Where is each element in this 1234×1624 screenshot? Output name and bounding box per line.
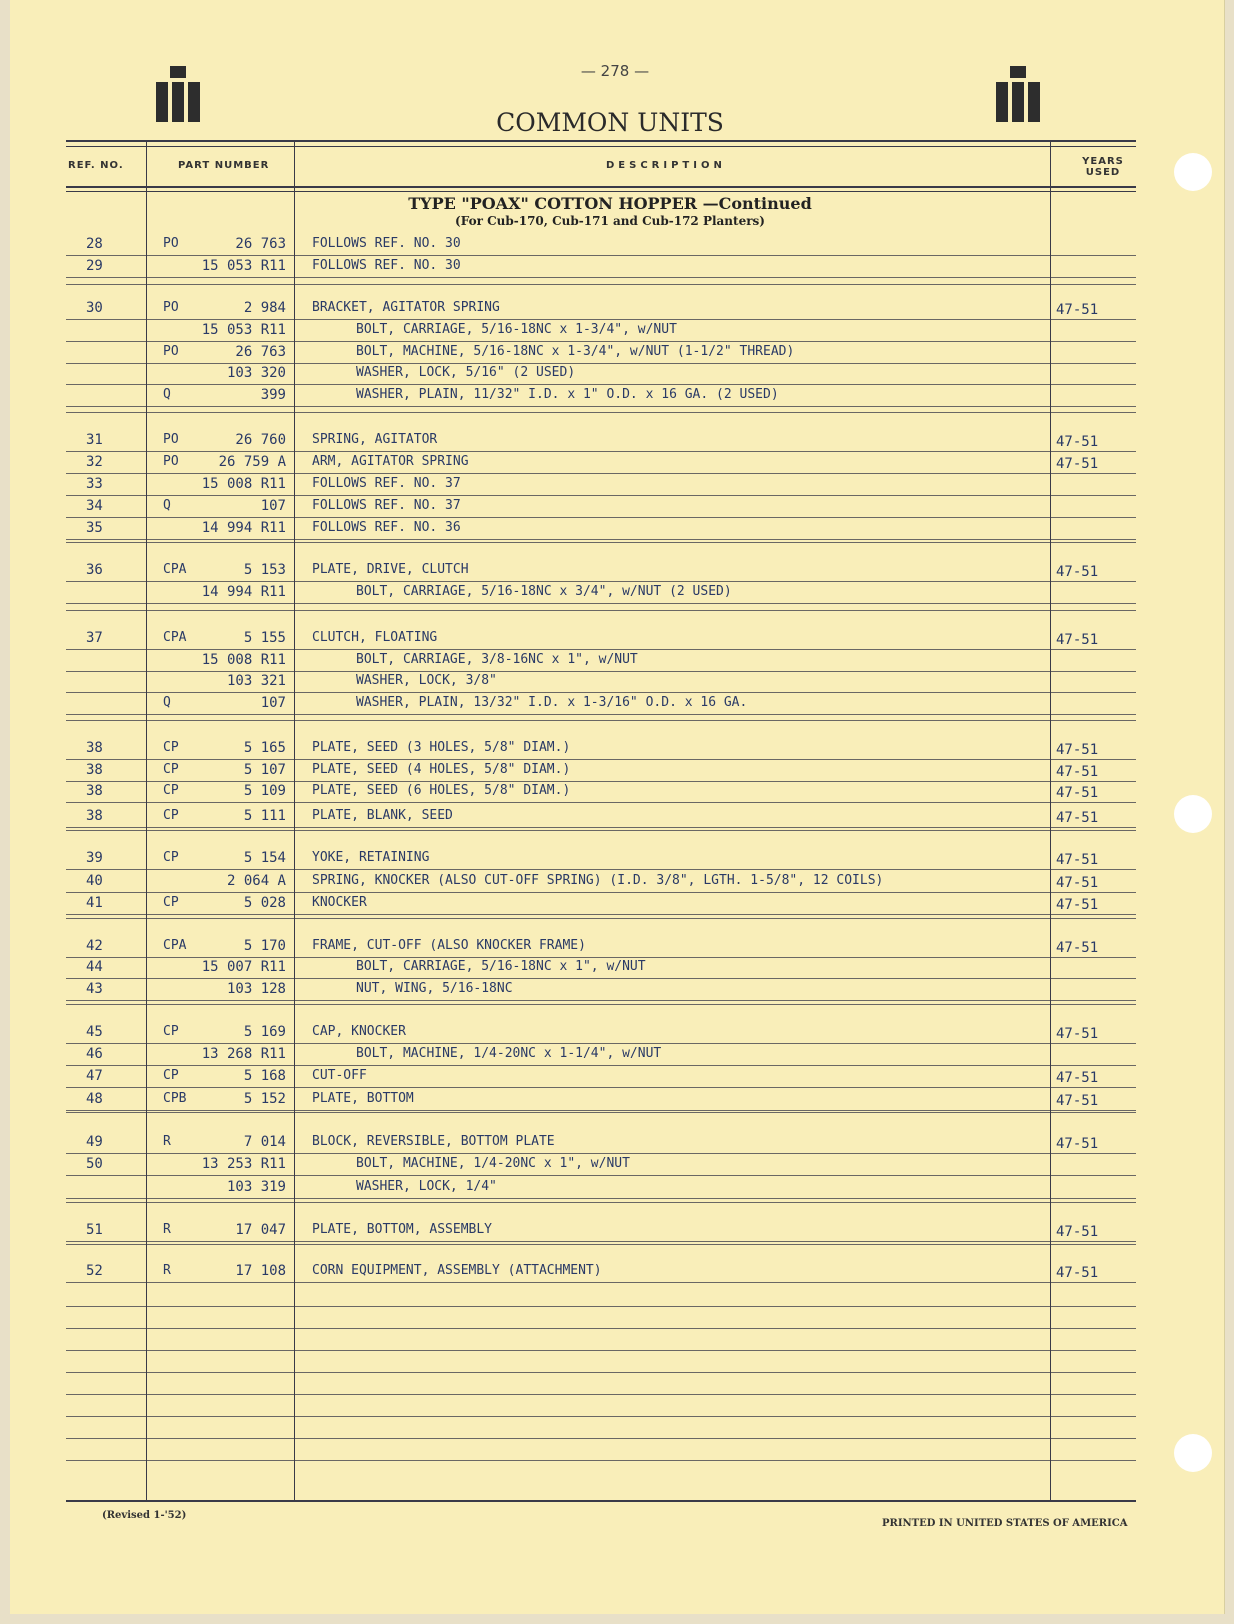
column-header-part: PART NUMBER <box>178 160 270 171</box>
page-number: — 278 — <box>580 62 650 80</box>
description: PLATE, SEED (4 HOLES, 5/8" DIAM.) <box>312 762 571 777</box>
row-rule <box>66 539 1136 540</box>
part-number: 5 170 <box>243 938 286 954</box>
ref-number: 38 <box>86 808 103 824</box>
row-rule <box>66 781 1136 782</box>
column-rule <box>1050 140 1051 1502</box>
row-rule <box>66 1175 1136 1176</box>
years-used: 47-51 <box>1056 764 1099 780</box>
part-number: 13 268 R11 <box>201 1046 286 1062</box>
part-number: 107 <box>260 498 286 514</box>
row-rule <box>66 1372 1136 1373</box>
row-rule <box>66 1198 1136 1199</box>
description: BLOCK, REVERSIBLE, BOTTOM PLATE <box>312 1134 555 1149</box>
description: FRAME, CUT-OFF (ALSO KNOCKER FRAME) <box>312 938 586 953</box>
row-rule <box>66 918 1136 919</box>
description: BOLT, CARRIAGE, 5/16-18NC x 1", w/NUT <box>356 959 646 974</box>
part-number: 5 109 <box>243 783 286 799</box>
row-rule <box>66 384 1136 385</box>
part-prefix: R <box>163 1263 171 1278</box>
part-prefix: R <box>163 1222 171 1237</box>
description: WASHER, LOCK, 5/16" (2 USED) <box>356 365 576 380</box>
part-number: 5 152 <box>243 1091 286 1107</box>
row-rule <box>66 1004 1136 1005</box>
ref-number: 38 <box>86 783 103 799</box>
part-number: 5 169 <box>243 1024 286 1040</box>
ref-number: 44 <box>86 959 103 975</box>
table-bottom-rule <box>66 1500 1136 1502</box>
part-number: 2 984 <box>243 300 286 316</box>
part-number: 14 994 R11 <box>201 520 286 536</box>
part-number: 7 014 <box>243 1134 286 1150</box>
row-rule <box>66 830 1136 831</box>
row-rule <box>66 827 1136 828</box>
description: WASHER, LOCK, 1/4" <box>356 1179 497 1194</box>
ref-number: 47 <box>86 1068 103 1084</box>
part-prefix: CPA <box>163 562 187 577</box>
part-number: 17 047 <box>235 1222 286 1238</box>
part-prefix: PO <box>163 236 179 251</box>
row-rule <box>66 473 1136 474</box>
part-number: 5 168 <box>243 1068 286 1084</box>
part-prefix: PO <box>163 300 179 315</box>
row-rule <box>66 1241 1136 1242</box>
years-used: 47-51 <box>1056 852 1099 868</box>
row-rule <box>66 692 1136 693</box>
years-used: 47-51 <box>1056 564 1099 580</box>
years-used: 47-51 <box>1056 897 1099 913</box>
row-rule <box>66 978 1136 979</box>
part-prefix: CP <box>163 895 179 910</box>
years-used: 47-51 <box>1056 632 1099 648</box>
ref-number: 34 <box>86 498 103 514</box>
part-prefix: CPB <box>163 1091 187 1106</box>
part-prefix: CP <box>163 762 179 777</box>
ref-number: 46 <box>86 1046 103 1062</box>
row-rule <box>66 1306 1136 1307</box>
row-rule <box>66 671 1136 672</box>
column-rule <box>294 140 295 1502</box>
row-rule <box>66 649 1136 650</box>
part-prefix: CPA <box>163 630 187 645</box>
part-number: 14 994 R11 <box>201 584 286 600</box>
part-prefix: Q <box>163 498 171 513</box>
part-number: 26 759 A <box>218 454 286 470</box>
part-number: 13 253 R11 <box>201 1156 286 1172</box>
part-prefix: PO <box>163 454 179 469</box>
part-prefix: Q <box>163 387 171 402</box>
row-rule <box>66 1153 1136 1154</box>
part-number: 5 155 <box>243 630 286 646</box>
years-used: 47-51 <box>1056 875 1099 891</box>
part-number: 5 153 <box>243 562 286 578</box>
ref-number: 29 <box>86 258 103 274</box>
description: BRACKET, AGITATOR SPRING <box>312 300 500 315</box>
part-prefix: CP <box>163 740 179 755</box>
row-rule <box>66 1110 1136 1111</box>
description: YOKE, RETAINING <box>312 850 430 865</box>
years-used: 47-51 <box>1056 1070 1099 1086</box>
description: BOLT, CARRIAGE, 5/16-18NC x 1-3/4", w/NUT <box>356 322 677 337</box>
row-rule <box>66 341 1136 342</box>
row-rule <box>66 363 1136 364</box>
row-rule <box>66 1460 1136 1461</box>
revision-note: (Revised 1-'52) <box>102 1510 187 1521</box>
part-number: 15 007 R11 <box>201 959 286 975</box>
part-number: 15 008 R11 <box>201 476 286 492</box>
description: PLATE, BOTTOM, ASSEMBLY <box>312 1222 493 1237</box>
row-rule <box>66 284 1136 285</box>
row-rule <box>66 1350 1136 1351</box>
ih-logo-left <box>156 66 200 122</box>
description: CORN EQUIPMENT, ASSEMBLY (ATTACHMENT) <box>312 1263 602 1278</box>
description: CAP, KNOCKER <box>312 1024 406 1039</box>
row-rule <box>66 495 1136 496</box>
part-number: 26 763 <box>235 344 286 360</box>
row-rule <box>66 892 1136 893</box>
part-prefix: R <box>163 1134 171 1149</box>
row-rule <box>66 319 1136 320</box>
ref-number: 31 <box>86 432 103 448</box>
years-used: 47-51 <box>1056 302 1099 318</box>
row-rule <box>66 759 1136 760</box>
row-rule <box>66 1043 1136 1044</box>
row-rule <box>66 610 1136 611</box>
section-title: TYPE "POAX" COTTON HOPPER —Continued <box>408 194 812 213</box>
description: FOLLOWS REF. NO. 30 <box>312 258 461 273</box>
part-prefix: PO <box>163 432 179 447</box>
column-header-years: YEARS USED <box>1082 156 1124 178</box>
part-number: 103 128 <box>226 981 286 997</box>
part-number: 17 108 <box>235 1263 286 1279</box>
row-rule <box>66 1087 1136 1088</box>
ref-number: 38 <box>86 740 103 756</box>
part-number: 5 154 <box>243 850 286 866</box>
row-rule <box>66 412 1136 413</box>
years-used: 47-51 <box>1056 940 1099 956</box>
part-number: 5 111 <box>243 808 286 824</box>
ref-number: 43 <box>86 981 103 997</box>
row-rule <box>66 957 1136 958</box>
row-rule <box>66 603 1136 604</box>
part-prefix: CPA <box>163 938 187 953</box>
ih-logo-right <box>996 66 1040 122</box>
description: WASHER, PLAIN, 11/32" I.D. x 1" O.D. x 16 GA. (2 USED) <box>356 387 779 402</box>
row-rule <box>66 517 1136 518</box>
part-number: 399 <box>260 387 286 403</box>
description: FOLLOWS REF. NO. 37 <box>312 476 461 491</box>
row-rule <box>66 914 1136 915</box>
punch-hole <box>1174 1434 1212 1472</box>
row-rule <box>66 406 1136 407</box>
description: WASHER, LOCK, 3/8" <box>356 673 497 688</box>
catalog-page <box>10 0 1225 1614</box>
years-used: 47-51 <box>1056 742 1099 758</box>
row-rule <box>66 869 1136 870</box>
column-header-description: DESCRIPTION <box>606 160 726 171</box>
row-rule <box>66 1394 1136 1395</box>
ref-number: 48 <box>86 1091 103 1107</box>
ref-number: 38 <box>86 762 103 778</box>
description: CLUTCH, FLOATING <box>312 630 438 645</box>
ref-number: 30 <box>86 300 103 316</box>
description: PLATE, BOTTOM <box>312 1091 414 1106</box>
ref-number: 35 <box>86 520 103 536</box>
description: FOLLOWS REF. NO. 37 <box>312 498 461 513</box>
description: PLATE, BLANK, SEED <box>312 808 453 823</box>
part-number: 103 321 <box>226 673 286 689</box>
description: KNOCKER <box>312 895 367 910</box>
part-number: 103 319 <box>226 1179 286 1195</box>
part-prefix: CP <box>163 1024 179 1039</box>
row-rule <box>66 1328 1136 1329</box>
row-rule <box>66 1065 1136 1066</box>
ref-number: 28 <box>86 236 103 252</box>
years-used: 47-51 <box>1056 1224 1099 1240</box>
part-number: 5 107 <box>243 762 286 778</box>
description: BOLT, CARRIAGE, 5/16-18NC x 3/4", w/NUT (2 USED) <box>356 584 732 599</box>
row-rule <box>66 1202 1136 1203</box>
years-used: 47-51 <box>1056 1136 1099 1152</box>
years-used: 47-51 <box>1056 1093 1099 1109</box>
row-rule <box>66 1244 1136 1245</box>
part-prefix: Q <box>163 695 171 710</box>
part-number: 5 028 <box>243 895 286 911</box>
years-used: 47-51 <box>1056 434 1099 450</box>
years-used: 47-51 <box>1056 456 1099 472</box>
description: PLATE, SEED (3 HOLES, 5/8" DIAM.) <box>312 740 571 755</box>
ref-number: 52 <box>86 1263 103 1279</box>
description: CUT-OFF <box>312 1068 367 1083</box>
row-rule <box>66 255 1136 256</box>
part-prefix: CP <box>163 1068 179 1083</box>
ref-number: 37 <box>86 630 103 646</box>
row-rule <box>66 714 1136 715</box>
ref-number: 51 <box>86 1222 103 1238</box>
part-number: 107 <box>260 695 286 711</box>
page-title: COMMON UNITS <box>496 108 724 137</box>
years-used: 47-51 <box>1056 810 1099 826</box>
header-rule-bottom-thin <box>66 191 1136 192</box>
row-rule <box>66 1000 1136 1001</box>
part-prefix: CP <box>163 808 179 823</box>
row-rule <box>66 542 1136 543</box>
description: BOLT, MACHINE, 1/4-20NC x 1-1/4", w/NUT <box>356 1046 662 1061</box>
part-number: 5 165 <box>243 740 286 756</box>
description: ARM, AGITATOR SPRING <box>312 454 469 469</box>
part-prefix: PO <box>163 344 179 359</box>
description: NUT, WING, 5/16-18NC <box>356 981 513 996</box>
ref-number: 32 <box>86 454 103 470</box>
part-number: 26 763 <box>235 236 286 252</box>
years-used: 47-51 <box>1056 1026 1099 1042</box>
description: WASHER, PLAIN, 13/32" I.D. x 1-3/16" O.D. x 16 GA. <box>356 695 748 710</box>
row-rule <box>66 451 1136 452</box>
description: BOLT, MACHINE, 1/4-20NC x 1", w/NUT <box>356 1156 630 1171</box>
row-rule <box>66 277 1136 278</box>
ref-number: 42 <box>86 938 103 954</box>
header-rule-bottom <box>66 186 1136 188</box>
row-rule <box>66 581 1136 582</box>
row-rule <box>66 1282 1136 1283</box>
ref-number: 45 <box>86 1024 103 1040</box>
header-rule-top-thin <box>66 146 1136 147</box>
description: SPRING, KNOCKER (ALSO CUT-OFF SPRING) (I.D. 3/8", LGTH. 1-5/8", 12 COILS) <box>312 873 884 888</box>
ref-number: 49 <box>86 1134 103 1150</box>
part-number: 2 064 A <box>226 873 286 889</box>
column-rule <box>146 140 147 1502</box>
description: PLATE, DRIVE, CLUTCH <box>312 562 469 577</box>
years-used: 47-51 <box>1056 785 1099 801</box>
printed-note: PRINTED IN UNITED STATES OF AMERICA <box>882 1518 1128 1529</box>
description: BOLT, CARRIAGE, 3/8-16NC x 1", w/NUT <box>356 652 638 667</box>
description: PLATE, SEED (6 HOLES, 5/8" DIAM.) <box>312 783 571 798</box>
ref-number: 39 <box>86 850 103 866</box>
column-header-ref: REF. NO. <box>68 160 124 171</box>
description: BOLT, MACHINE, 5/16-18NC x 1-3/4", w/NUT (1-1/2" THREAD) <box>356 344 795 359</box>
years-used: 47-51 <box>1056 1265 1099 1281</box>
row-rule <box>66 1416 1136 1417</box>
part-number: 15 008 R11 <box>201 652 286 668</box>
section-subtitle: (For Cub-170, Cub-171 and Cub-172 Planters) <box>455 214 765 228</box>
part-number: 103 320 <box>226 365 286 381</box>
row-rule <box>66 802 1136 803</box>
part-number: 26 760 <box>235 432 286 448</box>
part-prefix: CP <box>163 850 179 865</box>
row-rule <box>66 1438 1136 1439</box>
ref-number: 41 <box>86 895 103 911</box>
part-number: 15 053 R11 <box>201 258 286 274</box>
description: FOLLOWS REF. NO. 30 <box>312 236 461 251</box>
ref-number: 40 <box>86 873 103 889</box>
ref-number: 33 <box>86 476 103 492</box>
punch-hole <box>1174 153 1212 191</box>
description: SPRING, AGITATOR <box>312 432 438 447</box>
ref-number: 50 <box>86 1156 103 1172</box>
row-rule <box>66 1112 1136 1113</box>
description: FOLLOWS REF. NO. 36 <box>312 520 461 535</box>
part-prefix: CP <box>163 783 179 798</box>
header-rule-top <box>66 140 1136 142</box>
punch-hole <box>1174 795 1212 833</box>
ref-number: 36 <box>86 562 103 578</box>
row-rule <box>66 720 1136 721</box>
part-number: 15 053 R11 <box>201 322 286 338</box>
